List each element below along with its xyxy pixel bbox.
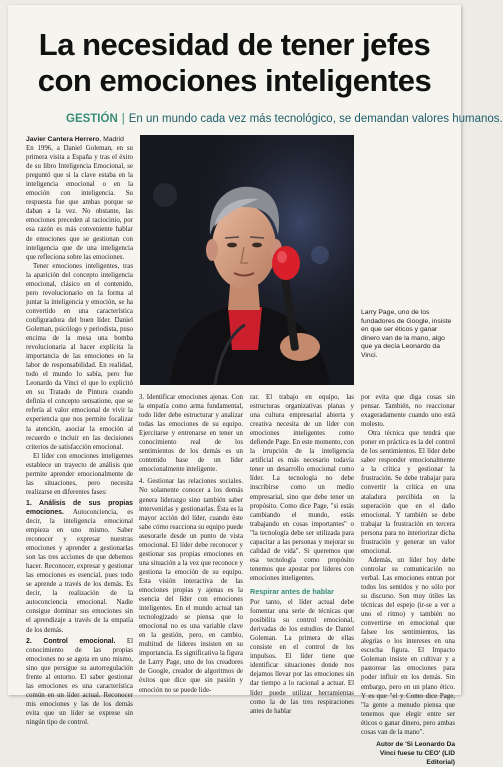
body-paragraph: Tener emociones inteligentes, tras la aparición del concepto inteligencia emocional, clásico en el contenido, pero revolucionario en la forma al juntar la inteligencia y emoción, se ha convertido en una característica configuradora del buen líder. Daniel Goleman, psicólogo y periodista, puso encima de la mesa una bomba revolucionaria al hacer explícita la importancia de las emociones en la labor de responsabilidad. En realidad, todo el mundo lo sabía, pero fue Leonardo da Vinci el que lo explicitó en su Tratado de Pintura cuando definía el concepto sensatione, que se refería al valor emocional de vivir la experiencia que nos permite focalizar la atención, asociar la emoción al recuerdo e incluir en las decisiones criterios de satisfacción emocional. <box>26 262 133 451</box>
body-paragraph: rar. El trabajo en equipo, las estructuras organizativas planas y una cultura empresarial abierta y creativa necesita de un líder con emociones inteligentes como defiende Page. En este momento, con la irrupción de la inteligencia artificial es más necesario todavía tener un desarrollo emocional como líder. La tecnología no debe inscribirse como un medio empresarial, sino que debe tener un propósito. Como dice Page, "si estás cambiando el mundo, estás trabajando en cosas importantes" o "la tecnología debe ser utilizada para capacitar a las personas y mejorar su calidad de vida". Si queremos que esa tecnología como propósito tenemos que apostar por líderes con emociones inteligentes. <box>250 394 354 582</box>
point-text: El conocimiento de las propias emociones no se agota en uno mismo, sino que persigue su autorregulación frente al entorno. El saber gestionar las emociones es una característica común en un líder actual. Reconocer mis emociones y las de los demás evita que un líder se exprese sin ningún tipo de control. <box>26 637 133 726</box>
point-text: Autoconciencia, es decir, la inteligencia emocional empieza en uno mismo. Saber reconocer y expresar nuestras emociones y aprender a gestionarlas son las tres acciones de que debemos hacer. Reconocer, expresar y gestionar las emociones es esencial, pues todo se aprende a través de los demás. Es decir, la realización de la autoconciencia emocional. Nadie consigue dominar sus emociones sin el aprendizaje a través de la empatía de los demás. <box>26 508 133 634</box>
author-name: Javier Cantera Herrero <box>26 136 100 143</box>
byline <box>26 135 133 144</box>
body-paragraph: Además, un líder hoy debe controlar su comunicación no verbal. Las emociones entran por todos los sentidos y no sólo por su discurso. Son muy útiles las técnicas del espejo (ir-se a ver a uno el ritmo) y también no convertirse en emocional que falsee los sentimientos, las alegrías o los intereses en una escucha figura. El Impacto Goleman insiste en cultivar y a pastorear las emociones para poder influir en los demás. Sin embargo, pero en un plano ético. Y es que "el y Como dice Page, "la gente a menudo piensa que tenemos que elegir entre ser éticos o ganar dinero, pero ambas cosas van de la mano". <box>361 556 455 736</box>
subheading: Respirar antes de hablar <box>250 586 334 596</box>
article-column-3 <box>250 393 354 715</box>
dateline: , Madrid <box>99 136 124 143</box>
body-paragraph: Por tanto, el líder actual debe fomentar una serie de técnicas que posibilita su control emocional, derivadas de los estudios de Daniel Goleman. La primera de ellas consiste en el control de los impulsos. El líder tiene que identificar situaciones donde nos dejamos llevar por las emociones sin dar tiempo a lo racional a actuar. El líder puede utilizar herramientas como la de las tres respiraciones antes de hablar <box>250 599 354 715</box>
body-paragraph: El líder con emociones inteligentes establece un trayecto de análisis que permite aprender emocionalmente de las situaciones, pero necesita realizarse en diferentes fases: <box>26 452 133 496</box>
body-paragraph: Otra técnica que tendrá que poner en práctica es la del control de los sentimientos. El líder debe saber responder emocionalmente a la crítica y gestionar la frustración. Se debe trabajar para convertir la crítica en una ataladura percibida en la superación que en el daño emocional. Y también se debe trabajar la frustración en tercera persona para no interiorizar dicha frustración y generar un valor emocional. <box>361 430 455 555</box>
headline-line-1: La necesidad de tener jefes <box>38 27 431 62</box>
list-item <box>26 637 133 727</box>
article-column-1 <box>26 135 133 726</box>
article-photo <box>140 135 354 385</box>
headline-line-2: con emociones inteligentes <box>37 63 432 98</box>
subtitle: En un mundo cada vez más tecnológico, se demandan valores humanos. <box>128 113 503 125</box>
newspaper-page <box>8 5 503 766</box>
headline <box>8 27 461 99</box>
man-speaking-into-microphone-icon <box>140 135 354 385</box>
photo-caption: Larry Page, uno de los fundadores de Google, insiste en que ser éticos y ganar dinero van de la mano, algo que ya decía Leonardo da Vinci. <box>361 309 452 359</box>
article-column-2 <box>139 393 243 695</box>
body-paragraph: 4. Gestionar las relaciones sociales. No solamente conocer a los demás genera liderazgo sino también saber intervenirlas y gestionarlas. Ésta es la mayor acción del líder, cuando éste sabe cómo reacciona su equipo puede asesorarle desde un punto de vista emocional. El líder debe reconocer y gestionar sus propias emociones en una situación a la vez que reconoce y gestiona la emoción de su equipo. Esta visión interactiva de las emociones propias y ajenas es la esencia del líder con emociones inteligentes. En el mundo actual tan tecnologizado se piensa que lo emocional no es una variable clave en la gestión, pero, en cambio, multitud de líderes insisten en su importancia. Es significativa la figura de Larry Page, uno de los creadores de Google, creador de algoritmos de éxitos que dice que sin pasión y emoción no se puede lide- <box>139 478 243 694</box>
body-paragraph: En 1996, a Daniel Goleman, en su primera visita a España y tras el éxito de su libro Inteligencia Emocional, se preguntó que si la clave estaba en la inteligencia emocional o en la emoción con inteligencia. Su respuesta fue que ambas porque se daban a la vez. No obstante, las emociones preceden al raciocinio, por esa razón es más conveniente hablar de emociones que se gestionan con inteligencia que de una inteligencia que refleciona sobre las emociones. <box>26 145 133 261</box>
list-item <box>26 499 133 635</box>
point-title: 1. Análisis de sus propias emociones. <box>26 499 133 516</box>
section-label: GESTIÓN <box>66 113 118 125</box>
article-column-4 <box>361 393 455 766</box>
body-paragraph: 3. Identificar emociones ajenas. Con la empatía como arma fundamental, todo líder debe estructurar y analizar todas las emociones de su equipo. Ejercitarse y entrenarse en tener un conocimiento real de los sentimientos de los demás es un contenido base de un líder emocionalmente inteligente. <box>139 394 243 474</box>
author-note: Autor de 'Si Leonardo Da Vinci fuese tu CEO' (LID Editorial) <box>376 740 455 766</box>
deck <box>66 113 503 125</box>
point-title: 2. Control emocional. <box>26 637 116 645</box>
body-paragraph: por evita que diga cosas sin pensar. También, no reaccionar exageradamente cuando uno está molesto. <box>361 394 455 429</box>
deck-separator: | <box>121 113 125 125</box>
